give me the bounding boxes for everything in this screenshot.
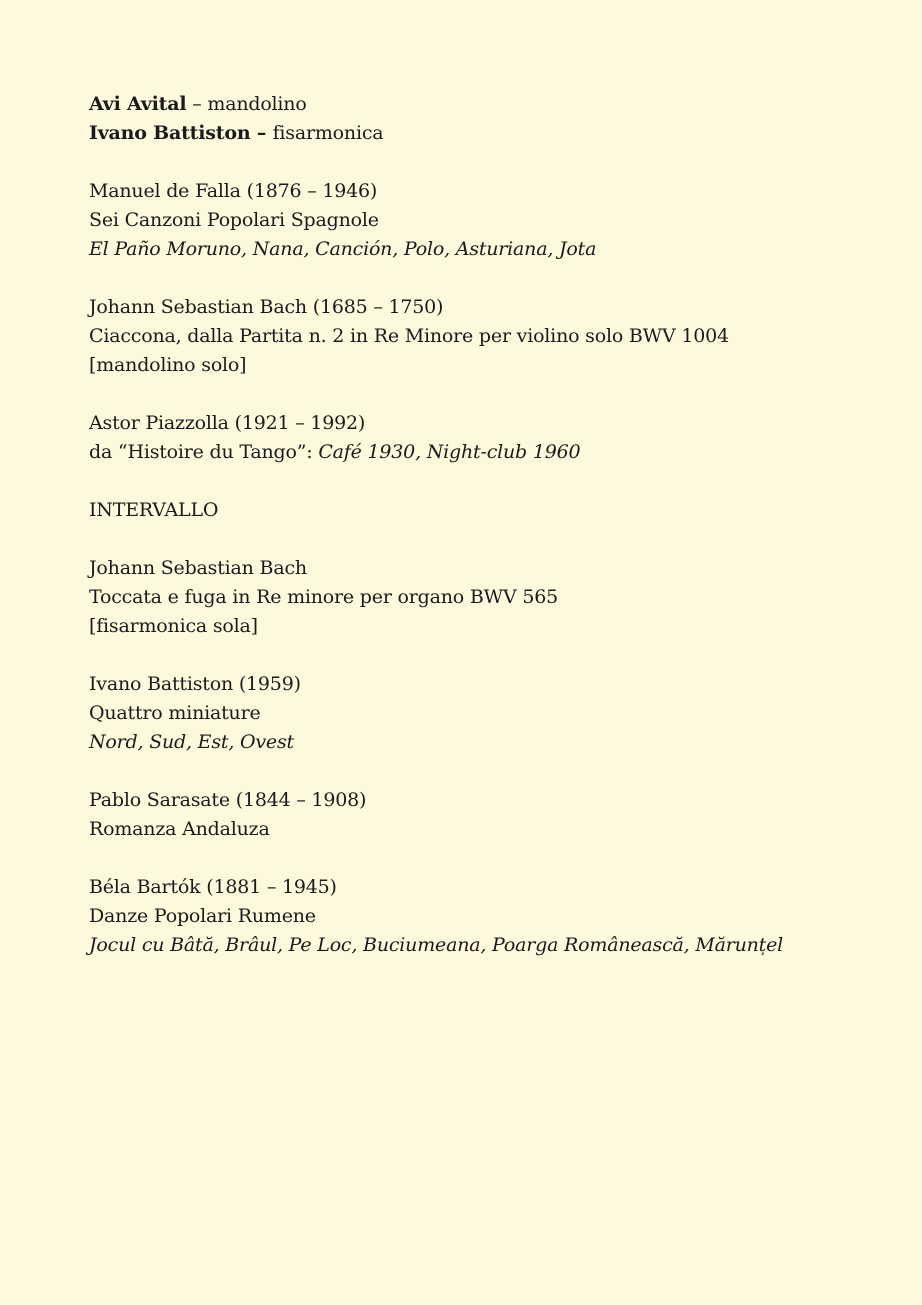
intermission: INTERVALLO (89, 499, 219, 521)
movements-bartok: Jocul cu Bâtă, Brâul, Pe Loc, Buciumeana, Poarga Românească, Mărunțel (89, 934, 784, 956)
work-bach-toccata: Toccata e fuga in Re minore per organo BWV 565 (89, 586, 558, 608)
work-piazzolla (89, 438, 889, 467)
work-sarasate: Romanza Andaluza (89, 818, 270, 840)
note-fisarmonica-sola: [fisarmonica sola] (89, 615, 258, 637)
performer-avital (89, 90, 889, 119)
composer-battiston: Ivano Battiston (1959) (89, 673, 301, 695)
composer-bach: Johann Sebastian Bach (1685 – 1750) (89, 296, 444, 318)
performer-instrument: mandolino (207, 93, 307, 115)
work-piazzolla-prefix: da “Histoire du Tango”: (89, 441, 319, 463)
concert-program (89, 90, 889, 960)
composer-bach-2: Johann Sebastian Bach (89, 557, 307, 579)
work-battiston: Quattro miniature (89, 702, 261, 724)
composer-piazzolla: Astor Piazzolla (1921 – 1992) (89, 412, 366, 434)
movements-falla: El Paño Moruno, Nana, Canción, Polo, Asturiana, Jota (89, 238, 597, 260)
work-piazzolla-movements: Café 1930, Night-club 1960 (318, 441, 581, 463)
performer-name: Ivano Battiston (89, 122, 251, 144)
performer-instrument: fisarmonica (272, 122, 384, 144)
performer-battiston (89, 119, 889, 148)
composer-falla: Manuel de Falla (1876 – 1946) (89, 180, 378, 202)
performer-separator: – (250, 122, 273, 144)
work-bach-ciaccona: Ciaccona, dalla Partita n. 2 in Re Minore per violino solo BWV 1004 (89, 325, 729, 347)
note-mandolino-solo: [mandolino solo] (89, 354, 247, 376)
composer-sarasate: Pablo Sarasate (1844 – 1908) (89, 789, 367, 811)
composer-bartok: Béla Bartók (1881 – 1945) (89, 876, 337, 898)
performer-separator: – (186, 93, 208, 115)
work-bartok: Danze Popolari Rumene (89, 905, 316, 927)
performer-name: Avi Avital (89, 93, 187, 115)
movements-battiston: Nord, Sud, Est, Ovest (89, 731, 294, 753)
work-falla: Sei Canzoni Popolari Spagnole (89, 209, 379, 231)
